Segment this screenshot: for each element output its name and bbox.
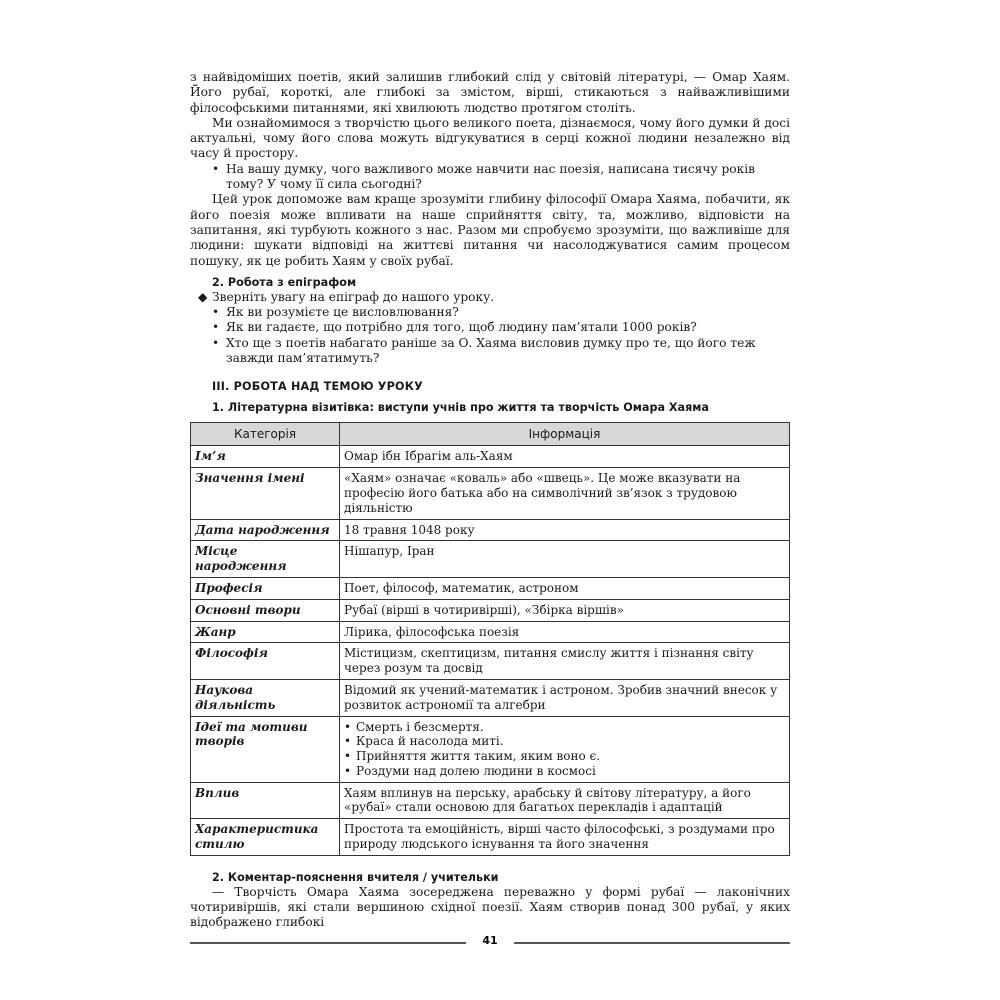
- table-row: [191, 599, 790, 621]
- row-category: Жанр: [191, 621, 340, 643]
- row-value: 18 травня 1048 року: [340, 519, 790, 541]
- bullet-icon: •: [344, 749, 352, 764]
- list-item: [344, 720, 783, 735]
- table-row: [191, 716, 790, 782]
- column-header-category: Категорія: [191, 423, 340, 446]
- bullet-icon: •: [212, 335, 220, 350]
- row-category: Місце народження: [191, 541, 340, 578]
- row-category: Професія: [191, 577, 340, 599]
- bullet-icon: •: [344, 734, 352, 749]
- info-table: [190, 422, 790, 856]
- bullet-icon: •: [212, 305, 220, 320]
- row-value-list: [340, 716, 790, 782]
- table-row: [191, 643, 790, 680]
- row-value: Нішапур, Іран: [340, 541, 790, 578]
- row-category: Наукова діяльність: [191, 679, 340, 716]
- table-row: [191, 819, 790, 856]
- row-value: Містицизм, скептицизм, питання смислу життя і пізнання світу через розум та досвід: [340, 643, 790, 680]
- table-row: [191, 519, 790, 541]
- epigraph-question-text: Як ви гадаєте, що потрібно для того, щоб людину пам’ятали 1000 років?: [226, 320, 697, 335]
- row-category: Філософія: [191, 643, 340, 680]
- epigraph-heading: 2. Робота з епіграфом: [212, 275, 357, 289]
- row-value: Омар ібн Ібрагім аль-Хаям: [340, 446, 790, 468]
- bullet-icon: •: [344, 763, 352, 778]
- comment-heading: 2. Коментар-пояснення вчителя / учительки: [212, 870, 499, 884]
- table-row: [191, 446, 790, 468]
- list-item: [344, 749, 783, 764]
- section-title: III. РОБОТА НАД ТЕМОЮ УРОКУ: [212, 380, 423, 394]
- intro-question-text: На вашу думку, чого важливого може навчити нас поезія, написана тисячу років тому? У чому її сила сьогодні?: [226, 161, 755, 192]
- epigraph-question-text: Як ви розумієте це висловлювання?: [226, 305, 459, 320]
- intro-paragraph-1: з найвідоміших поетів, який залишив глибокий слід у світовій літературі, — Омар Хаям. Його рубаї, короткі, але глибокі за змістом, вірші, стикаються з найважливішими філософськими питаннями, які хвилюють людство протягом століть.: [190, 70, 790, 115]
- list-item-text: Краса й насолода миті.: [356, 734, 504, 749]
- row-value: Простота та емоційність, вірші часто філософські, з роздумами про природу людського існування та його значення: [340, 819, 790, 856]
- row-category: Дата народження: [191, 519, 340, 541]
- page-number: 41: [482, 934, 498, 947]
- epigraph-main: [190, 290, 790, 305]
- list-item: [344, 764, 783, 779]
- row-category: Значення імені: [191, 468, 340, 519]
- intro-paragraph-2: Ми ознайомимося з творчістю цього великого поета, дізнаємося, чому його думки й досі актуальні, чому його слова можуть відгукуватися в серці кожної людини незалежно від часу й простору.: [190, 115, 790, 161]
- bullet-icon: •: [212, 320, 220, 335]
- row-value: Лірика, філософська поезія: [340, 621, 790, 643]
- epigraph-question-1: [190, 305, 790, 320]
- epigraph-question-2: [190, 320, 790, 335]
- row-value: Рубаї (вірші в чотиривірші), «Збірка віршів»: [340, 599, 790, 621]
- list-item-text: Смерть і безсмертя.: [356, 719, 484, 734]
- row-category: Ідеї та мотиви творів: [191, 716, 340, 782]
- section-subtitle: 1. Літературна візитівка: виступи учнів про життя та творчість Омара Хаяма: [212, 401, 709, 415]
- list-item: [344, 734, 783, 749]
- table-row: [191, 468, 790, 519]
- table-row: [191, 782, 790, 819]
- list-item-text: Роздуми над долею людини в космосі: [356, 763, 596, 778]
- row-value: Поет, філософ, математик, астроном: [340, 577, 790, 599]
- comment-paragraph: — Творчість Омара Хаяма зосереджена переважно у формі рубаї — лаконічних чотиривіршів, які стали вершиною східної поезії. Хаям створив понад 300 рубаї, у яких відображено глибокі: [190, 884, 790, 930]
- footer-rule-left: [190, 942, 466, 944]
- table-row: [191, 577, 790, 599]
- bullet-icon: •: [212, 161, 220, 176]
- list-item-text: Прийняття життя таким, яким воно є.: [356, 749, 601, 764]
- row-value: «Хаям» означає «коваль» або «швець». Це може вказувати на професію його батька або на символічний зв’язок з трудовою діяльністю: [340, 468, 790, 519]
- row-category: Основні твори: [191, 599, 340, 621]
- epigraph-question-text: Хто ще з поетів набагато раніше за О. Хаяма висловив думку про те, що його теж завжди пам’ятатимуть?: [226, 335, 756, 366]
- row-category: Ім’я: [191, 446, 340, 468]
- row-value: Відомий як учений-математик і астроном. Зробив значний внесок у розвиток астрономії та алгебри: [340, 679, 790, 716]
- footer-rule-right: [514, 942, 790, 944]
- table-header-row: [191, 423, 790, 446]
- row-value: Хаям вплинув на перську, арабську й світову літературу, а його «рубаї» стали основою для багатьох перекладів і адаптацій: [340, 782, 790, 819]
- epigraph-question-3: [190, 336, 790, 367]
- row-category: Вплив: [191, 782, 340, 819]
- bullet-icon: •: [344, 719, 352, 734]
- table-row: [191, 621, 790, 643]
- intro-paragraph-3: Цей урок допоможе вам краще зрозуміти глибину філософії Омара Хаяма, побачити, як його поезія може впливати на наше сприйняття світу, та, можливо, відповісти на запитання, які турбують кожного з нас. Разом ми спробуємо зрозуміти, що важливіше для людини: шукати відповіді на життєві питання чи насолоджуватися самим процесом пошуку, як це робить Хаям у своїх рубаї.: [190, 192, 790, 268]
- intro-question: [190, 162, 790, 193]
- diamond-bullet-icon: ◆: [198, 289, 208, 304]
- column-header-information: Інформація: [340, 423, 790, 446]
- epigraph-main-text: Зверніть увагу на епіграф до нашого уроку.: [212, 289, 495, 304]
- table-row: [191, 541, 790, 578]
- row-category: Характеристика стилю: [191, 819, 340, 856]
- table-row: [191, 679, 790, 716]
- page-content: [190, 70, 790, 931]
